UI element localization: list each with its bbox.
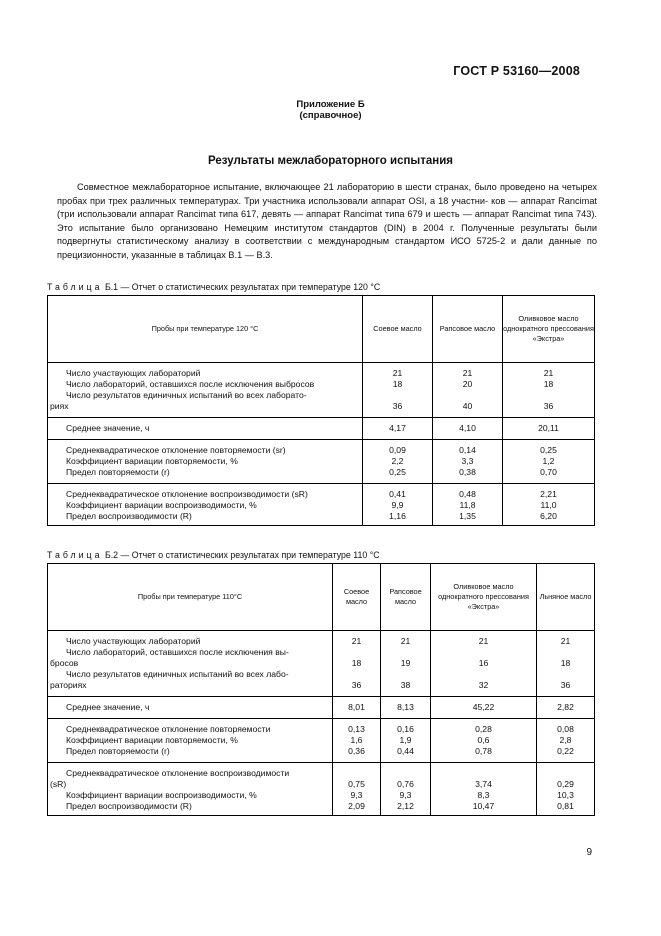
cell-value: 11,0 [503,500,595,511]
row-label: Предел повторяемости (r) [48,467,363,478]
cell-value: 0,22 [537,746,595,757]
cell-value: 36 [363,390,433,412]
cell-value: 0,41 [363,489,433,500]
cell-value: 1,35 [433,511,503,526]
cell-value: 20 [433,379,503,390]
cell-value: 0,78 [431,746,537,757]
intro-line: стандартом ИСО 5725-2 и дали данные по прецизионности, указанные в таблицах В.1 — В.3. [57,236,597,260]
cell-value: 8,3 [431,790,537,801]
cell-value: 0,44 [381,746,431,757]
table-row [48,768,595,790]
cell-value: 0,38 [433,467,503,478]
cell-value: 3,74 [431,768,537,790]
table1-header-cell: Рапсовое масло [433,296,503,363]
row-label [48,768,333,790]
table-row [48,647,595,669]
row-label: Среднее значение, ч [48,423,363,434]
cell-value: 9,3 [333,790,381,801]
table1-header-cell: Оливковое масло однократного прессования «Экстра» [503,296,595,363]
cell-value: 2,21 [503,489,595,500]
cell-value: 18 [363,379,433,390]
cell-value: 19 [381,647,431,669]
row-label [48,647,333,669]
row-label: Предел повторяемости (r) [48,746,333,757]
row-label: Коэффициент вариации воспроизводимости, % [48,790,333,801]
appendix-title: Приложение Б [296,99,365,110]
cell-value: 2,82 [537,702,595,713]
table-row [48,445,595,456]
cell-value: 36 [537,669,595,691]
cell-value: 0,48 [433,489,503,500]
table2-caption-text: Б.2 — Отчет о статистических результатах при температуре 110 °С [104,550,380,560]
intro-line: Совместное межлабораторное испытание, включающее 21 лабораторию в шести странах, было проведено [77,182,546,192]
table1-caption-text: Б.1 — Отчет о статистических результатах при температуре 120 °С [104,282,381,292]
table2-header-cell: Рапсовое масло [381,564,431,631]
cell-value: 21 [363,368,433,379]
table-row [48,790,595,801]
cell-value: 1,2 [503,456,595,467]
cell-value: 10,3 [537,790,595,801]
table2-header-row [48,564,595,631]
row-label: Коэффициент вариации воспроизводимости, % [48,500,363,511]
table-row [48,669,595,691]
table-row [48,636,595,647]
cell-value: 4,17 [363,423,433,434]
intro-line: 2004 г. Полученные результаты были подвергнуты статистическому анализу в соответствии с международным [57,222,598,247]
cell-value: 0,75 [333,768,381,790]
table1 [47,295,595,526]
cell-value: 3,3 [433,456,503,467]
section-title: Результаты межлабораторного испытания [208,155,453,167]
cell-value: 1,6 [333,735,381,746]
table1-header-cell: Соевое масло [363,296,433,363]
cell-value: 21 [537,636,595,647]
row-label-line: раториях [50,680,87,690]
table2-header-cell: Льняное масло [537,564,595,631]
document-number: ГОСТ Р 53160—2008 [453,64,580,78]
row-label: Предел воспроизводимости (R) [48,801,333,816]
table-row [48,390,595,412]
cell-value: 0,70 [503,467,595,478]
cell-value: 0,08 [537,724,595,735]
table-row [48,423,595,434]
table-row [48,735,595,746]
table-row [48,489,595,500]
page-number: 9 [586,847,592,858]
cell-value: 0,09 [363,445,433,456]
cell-value: 6,20 [503,511,595,526]
row-label: Число участвующих лабораторий [48,368,363,379]
table2-header-cell: Оливковое масло однократного прессования «Экстра» [431,564,537,631]
cell-value: 32 [431,669,537,691]
intro-line: шесть — аппарат Rancimat типа 743). Это испытание было организовано Немецким институтом стандартов (DIN) в [57,209,597,233]
row-label: Коэффициент вариации повторяемости, % [48,456,363,467]
cell-value: 0,13 [333,724,381,735]
row-label: Предел воспроизводимости (R) [48,511,363,526]
table1-header-row [48,296,595,363]
row-label-line: бросов [50,658,79,668]
row-label-line: Среднеквадратическое отклонение воспроизводимости [66,768,290,778]
table-row [48,511,595,526]
intro-line: на четырех пробах при трех различных температурах. Три участника использовали аппарат OSI, а 18 участни- [57,182,597,206]
table2-header-cell: Пробы при температуре 110°С [48,564,333,631]
cell-value: 2,12 [381,801,431,816]
cell-value: 21 [503,368,595,379]
row-label: Коэффициент вариации повторяемости, % [48,735,333,746]
cell-value: 18 [537,647,595,669]
table-row [48,746,595,757]
table-row [48,702,595,713]
cell-value: 4,10 [433,423,503,434]
row-label-line: риях [50,401,69,411]
row-label: Число лабораторий, оставшихся после исключения выбросов [48,379,363,390]
table-row [48,467,595,478]
cell-value: 8,01 [333,702,381,713]
row-label: Среднеквадратическое отклонение повторяемости (sr) [48,445,363,456]
table1-header-cell: Пробы при температуре 120 °С [48,296,363,363]
row-label-line: (sR) [50,779,67,789]
cell-value: 2,8 [537,735,595,746]
row-label-line: Число результатов единичных испытаний во всех лаборато- [66,390,307,400]
cell-value: 36 [333,669,381,691]
table2 [47,563,595,816]
table-row [48,500,595,511]
cell-value: 9,3 [381,790,431,801]
cell-value: 11,8 [433,500,503,511]
intro-paragraph [57,181,597,263]
row-label: Среднеквадратическое отклонение повторяемости [48,724,333,735]
cell-value: 8,13 [381,702,431,713]
intro-line: ков — аппарат Rancimat (три использовали аппарат Rancimat типа 617, девять — аппарат Rancimat типа 679 и [57,195,597,220]
table2-caption-label: Таблица [47,550,103,560]
cell-value: 45,22 [431,702,537,713]
table1-caption-label: Таблица [47,282,103,292]
cell-value: 0,29 [537,768,595,790]
cell-value: 1,16 [363,511,433,526]
cell-value: 0,6 [431,735,537,746]
cell-value: 0,28 [431,724,537,735]
cell-value: 1,9 [381,735,431,746]
cell-value: 0,25 [363,467,433,478]
table-row [48,456,595,467]
cell-value: 36 [503,390,595,412]
cell-value: 20,11 [503,423,595,434]
row-label: Число участвующих лабораторий [48,636,333,647]
row-label [48,390,363,412]
table2-caption [47,550,380,560]
cell-value: 0,36 [333,746,381,757]
cell-value: 18 [333,647,381,669]
cell-value: 21 [381,636,431,647]
cell-value: 38 [381,669,431,691]
cell-value: 10,47 [431,801,537,816]
row-label: Среднее значение, ч [48,702,333,713]
cell-value: 16 [431,647,537,669]
cell-value: 21 [333,636,381,647]
row-label: Среднеквадратическое отклонение воспроизводимости (sR) [48,489,363,500]
cell-value: 21 [433,368,503,379]
appendix-subtitle: (справочное) [299,110,362,121]
table1-caption [47,282,380,292]
cell-value: 0,25 [503,445,595,456]
row-label-line: Число лабораторий, оставшихся после исключения вы- [66,647,289,657]
table-row [48,368,595,379]
cell-value: 2,2 [363,456,433,467]
cell-value: 0,16 [381,724,431,735]
table-row [48,801,595,816]
table-row [48,379,595,390]
cell-value: 2,09 [333,801,381,816]
cell-value: 9,9 [363,500,433,511]
cell-value: 0,14 [433,445,503,456]
row-label-line: Число результатов единичных испытаний во всех лабо- [66,669,289,679]
table-row [48,724,595,735]
table2-header-cell: Соевое масло [333,564,381,631]
cell-value: 40 [433,390,503,412]
row-label [48,669,333,691]
cell-value: 21 [431,636,537,647]
cell-value: 0,76 [381,768,431,790]
cell-value: 0,81 [537,801,595,816]
cell-value: 18 [503,379,595,390]
